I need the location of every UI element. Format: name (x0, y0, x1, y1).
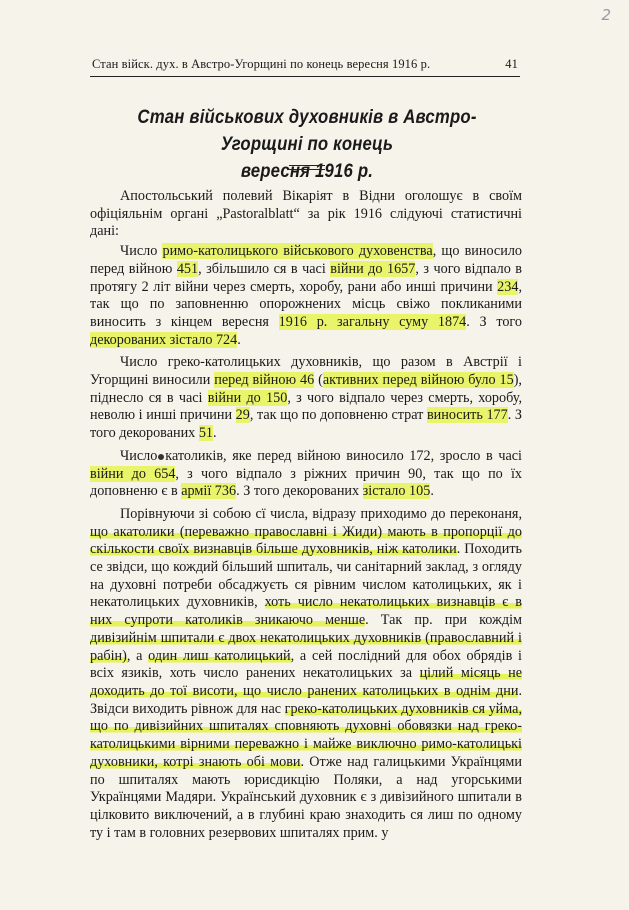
text-run: . Звідси виходить рівнож для нас (90, 682, 522, 717)
highlight: війни до 654 (90, 465, 176, 482)
text-run: Число греко-католицьких духовників, що разом в Австрії і Угорщині виносили (90, 354, 522, 389)
highlight: дивізийнім шпитали є двох некатолицьких духовників (православний і рабін) (90, 629, 522, 664)
text-run: . Отже над галицькими Українцями по шпиталях мають юрисдикцію Поляки, а над угорськими Українцями Мадяри. Український духовник є з дивізийного шпитали в цілковито виключений, а в глубині краю знаходить ся лиш по одному ту і там в головних резервових шпиталях прим. у (90, 753, 522, 841)
text-run: . Так пр. при кождім (365, 612, 522, 629)
paragraph-comparison (90, 506, 522, 842)
page-number: 41 (505, 57, 518, 71)
highlight: 451 (176, 260, 199, 277)
ink-dot-mark (158, 454, 164, 460)
highlight: війни до 1657 (330, 260, 416, 277)
text-run: . З того декорованих (90, 407, 522, 442)
article-body (90, 188, 522, 847)
text-run: , з чого відпало в протягу 2 літ війни через смерть, хоробу, рани або инші причини (90, 260, 523, 295)
title-line-2: вересня 1916 р. (240, 160, 374, 182)
highlight: цілий місяць не доходить до тої висоти, що число ранених католицьких в однім дни (90, 665, 522, 699)
title-divider-bottom (289, 169, 325, 170)
text-run: . Походить се звідси, що кождий більший шпиталь, чи санітарний заклад, з огляду на духовні потреби обсаджуєть ся рівним числом католицьких, як і некатолицьких духовників, (90, 541, 522, 611)
paragraph-greek-catholic (90, 354, 522, 443)
text-run: , так що по доповненю страт (249, 407, 427, 424)
highlight: армії 736 (181, 483, 237, 500)
title-divider-top (289, 165, 325, 166)
highlight: 234 (497, 278, 519, 295)
paragraph-non-catholic (90, 448, 522, 501)
text-run: католиків, яке перед війною виносило 172, зросло в часі (165, 447, 522, 464)
highlight: декорованих зістало 724 (90, 331, 238, 348)
text-run: , з чого відпало через смерть, хоробу, неволю і инші причини (90, 389, 522, 424)
highlight: активних перед війною було 15 (322, 372, 514, 389)
text-run: . (430, 483, 434, 500)
running-header (92, 57, 518, 72)
highlight: один лиш католицький (148, 647, 291, 664)
highlight: греко-католицьких духовників ся уйма, що по дивізийних шпиталях сповняють духовні обовязки над греко-католицькими вірними переважно і майже виключно римо-католицькі духовники, котрі знають обі мови (90, 700, 522, 770)
text-run: , так що по заповненню опорожнених місць свіжо покликаними виносить з кінцем вересня (90, 278, 522, 330)
highlight: виносить 177 (426, 407, 508, 424)
text-run: , збільшило ся в часі (198, 260, 331, 277)
text-run: . З того (466, 313, 522, 330)
text-run: , а сей послідний для обох обрядів і всіх язиків, хоть число ранених некатолицьких за (90, 647, 522, 682)
paragraph-roman-catholic (90, 243, 522, 349)
highlight: римо-католицького військового духовенства (162, 243, 433, 260)
paragraph-intro-text: Апостольський полевий Вікаріят в Відни оголошує в своїм офіціяльнім органі „Pastoralblatt“ за рік 1916 слідуючі статистичні дані: (90, 188, 522, 240)
text-run: , що виносило перед війною (90, 243, 522, 277)
running-header-text: Стан війск. дух. в Австро-Угорщині по конець вересня 1916 р. (92, 57, 431, 71)
text-run: Число (120, 447, 158, 464)
highlight: перед війною 46 (214, 372, 315, 389)
highlight: війни до 150 (207, 389, 288, 406)
text-run: , з чого відпало з ріжних причин 90, так що по їх доповненю є в (90, 465, 522, 500)
text-run: Порівнуючи зі собою сї числа, відразу приходимо до переконаня, (120, 505, 522, 522)
text-run: . (213, 425, 217, 442)
pencil-page-mark: 2 (601, 6, 611, 24)
highlight: 51 (198, 425, 214, 442)
title-line-1: Стан військових духовників в Австро-Угорщині по конець (137, 106, 477, 155)
text-run: , а (126, 647, 149, 664)
text-run: ( (314, 372, 323, 389)
highlight: що акатолики (переважно православні і Жиди) мають в пропорції до скількости своїх визнавців більше духовників, ніж католики (90, 523, 522, 558)
highlight: хоть число некатолицьких визнавців є в них супроти католиків зникаючо менше (90, 594, 522, 629)
text-run: . (237, 331, 241, 348)
article-title (115, 104, 499, 185)
text-run: Число (120, 243, 163, 260)
text-run: . З того декорованих (236, 483, 363, 500)
paragraph-intro (90, 188, 522, 241)
highlight: 29 (235, 407, 250, 424)
text-run: ), піднесло ся в часі (90, 372, 522, 406)
highlight: зістало 105 (362, 483, 431, 500)
header-rule (90, 76, 520, 77)
highlight: 1916 р. загальну суму 1874 (278, 313, 467, 330)
